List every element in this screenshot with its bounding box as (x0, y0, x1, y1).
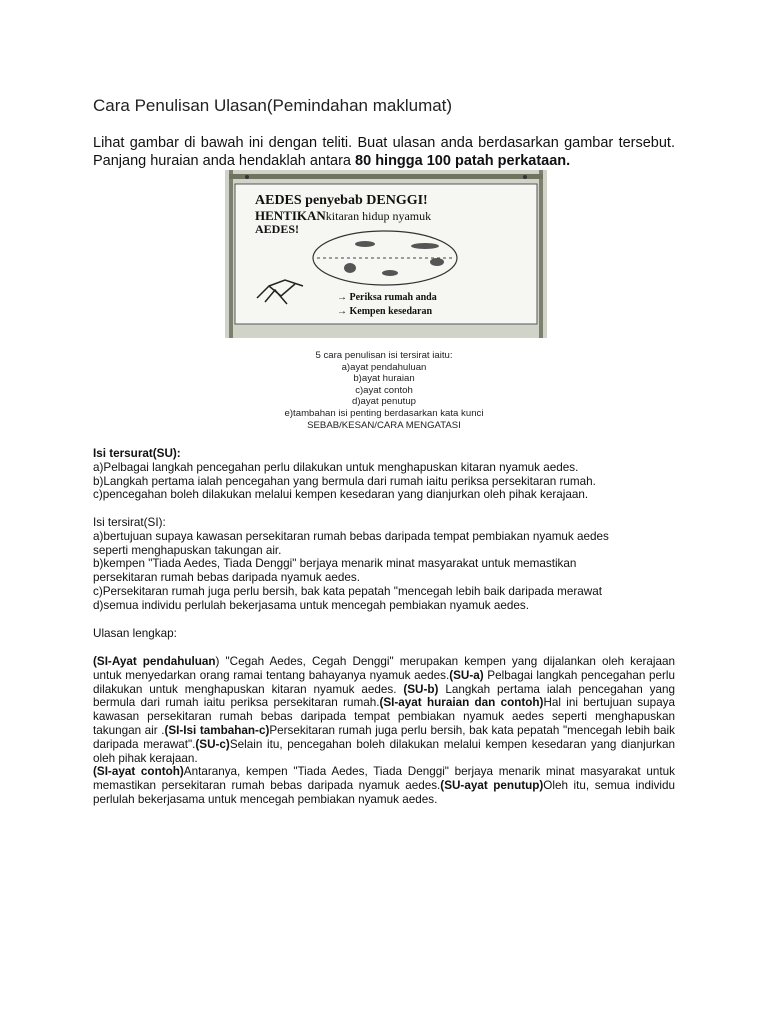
ulasan-label: (SU-a) (449, 668, 484, 682)
ulasan-text: Langkah pertama ialah pencegahan yang bermula dari rumah iaitu periksa persekitaran rumah. (93, 682, 675, 710)
intro-bold: 80 hingga 100 patah perkataan. (355, 153, 571, 169)
poster-line2-bold: HENTIKAN (255, 208, 326, 223)
isi-tersirat-heading: Isi tersirat(SI): (93, 516, 166, 529)
ulasan-label: (SU-ayat penutup) (440, 779, 544, 793)
poster-bullet1: Periksa rumah anda (349, 292, 437, 303)
ulasan-label: (SU-c) (195, 737, 230, 751)
cara-list-item: 5 cara penulisan isi tersirat iaitu: (315, 350, 453, 361)
cara-list-item: c)ayat contoh (355, 384, 413, 396)
cara-list-item: d)ayat penutup (351, 396, 416, 408)
ulasan-label: (SI-ayat contoh) (93, 765, 184, 779)
intro-text: Lihat gambar di bawah ini dengan teliti. Buat ulasan anda berdasarkan gambar tersebut. Panjang huraian anda hendaklah antara (93, 135, 675, 169)
isi-tersurat-item: c)pencegahan boleh dilakukan melalui kempen kesedaran yang dianjurkan oleh pihak kerajaan. (93, 488, 589, 502)
ulasan-label: (SI-ayat huraian dan contoh) (379, 696, 544, 710)
cara-list-item: e)tambahan isi penting berdasarkan kata kunci (284, 407, 484, 419)
poster-bullet2: Kempen kesedaran (349, 306, 432, 317)
isi-tersurat-item: b)Langkah pertama ialah pencegahan yang bermula dari rumah iaitu periksa persekitaran rumah. (93, 474, 596, 488)
ulasan-paragraph-1 (93, 655, 675, 807)
poster-line2-rest: kitaran hidup nyamuk (325, 209, 432, 223)
poster-heading: AEDES penyebab DENGGI! (255, 193, 428, 208)
page-title: Cara Penulisan Ulasan(Pemindahan maklumat) (93, 96, 453, 115)
ulasan-text: Selain itu, pencegahan boleh dilakukan melalui kempen kesedaran yang dianjurkan oleh pihak kerajaan. (93, 737, 675, 765)
cara-list (93, 350, 675, 431)
isi-tersurat-section (93, 447, 675, 502)
ulasan-heading: Ulasan lengkap: (93, 627, 177, 640)
isi-tersirat-item: persekitaran rumah bebas daripada nyamuk aedes. (93, 571, 361, 585)
isi-tersirat-section (93, 516, 675, 613)
cara-list-item: b)ayat huraian (353, 373, 415, 385)
poster-line3: AEDES! (255, 222, 300, 236)
ulasan-label: (SI-Isi tambahan-c) (164, 723, 270, 737)
isi-tersurat-heading: Isi tersurat(SU): (93, 447, 181, 460)
isi-tersirat-item: seperti menghapuskan takungan air. (93, 543, 282, 557)
isi-tersirat-item: c)Persekitaran rumah juga perlu bersih, bak kata pepatah "mencegah lebih baik daripada merawat (93, 584, 602, 598)
ulasan-label: (SU-b) (403, 682, 439, 696)
intro-paragraph (93, 134, 675, 170)
cara-list-item: a)ayat pendahuluan (341, 361, 427, 373)
ulasan-text: Persekitaran rumah juga perlu bersih, bak kata pepatah "mencegah lebih baik daripada merawat". (93, 723, 676, 751)
isi-tersirat-item: b)kempen "Tiada Aedes, Tiada Denggi" berjaya menarik minat masyarakat untuk memastikan (93, 557, 577, 571)
ulasan-text: Pelbagai langkah pencegahan perlu dilakukan untuk menghapuskan kitaran nyamuk aedes. (93, 668, 675, 696)
ulasan-text: Antaranya, kempen "Tiada Aedes, Tiada Denggi" berjaya menarik minat masyarakat untuk memastikan persekitaran rumah bebas daripada nyamuk aedes. (93, 765, 675, 793)
isi-tersurat-item: a)Pelbagai langkah pencegahan perlu dilakukan untuk menghapuskan kitaran nyamuk aedes. (93, 460, 579, 474)
svg-text:→ Periksa rumah anda: → Periksa rumah anda (337, 292, 437, 303)
ulasan-text: Hal ini bertujuan supaya kawasan persekitaran rumah bebas daripada tempat pembiakan nyamuk aedes seperti menghapuskan takungan air . (93, 696, 675, 737)
svg-text:HENTIKANkitaran hidup nyamuk (255, 208, 431, 223)
cara-list-item: SEBAB/KESAN/CARA MENGATASI (307, 419, 461, 431)
ulasan-label: (SI-Ayat pendahuluan (93, 655, 216, 668)
aedes-poster-image (225, 170, 547, 338)
isi-tersirat-item: d)semua individu perlulah bekerjasama untuk mencegah pembiakan nyamuk aedes. (93, 598, 529, 612)
isi-tersirat-item: a)bertujuan supaya kawasan persekitaran rumah bebas daripada tempat pembiakan nyamuk aedes (93, 529, 609, 543)
ulasan-text: ) "Cegah Aedes, Cegah Denggi" merupakan kempen yang dijalankan oleh kerajaan untuk menyedarkan orang ramai tentang bahayanya nyamuk aedes. (93, 655, 675, 682)
ulasan-text: Oleh itu, semua individu perlulah bekerjasama untuk mencegah pembiakan nyamuk aedes. (93, 779, 676, 806)
svg-text:→ Kempen kesedaran: → Kempen kesedaran (337, 306, 432, 317)
